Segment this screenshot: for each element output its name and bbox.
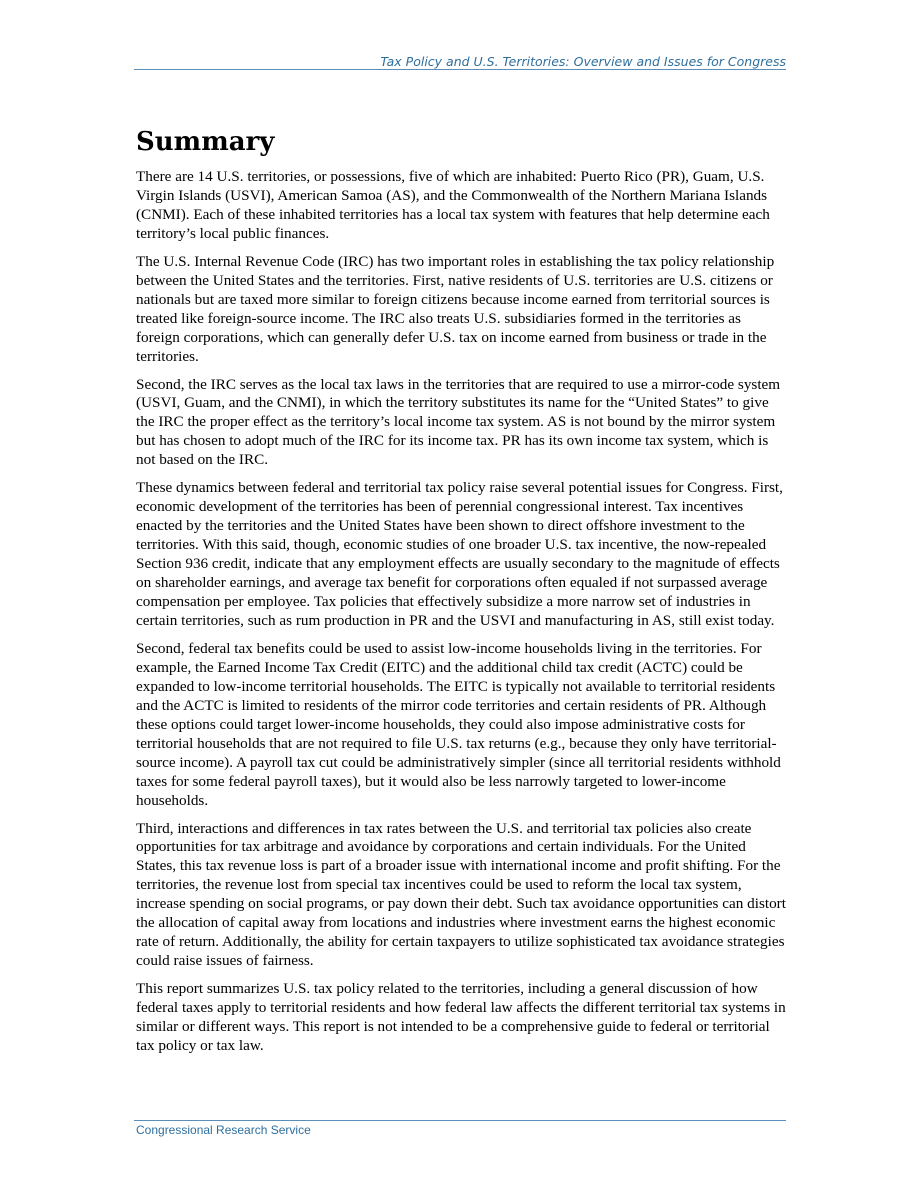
paragraph: Third, interactions and differences in tax rates between the U.S. and territorial tax policies also create opportunities for tax arbitrage and avoidance by corporations and certain individuals. For the United States, this tax revenue loss is part of a broader issue with international income and profit shifting. For the territories, the revenue lost from special tax incentives could be used to reform the local tax system, increase spending on social programs, or pay down their debt. Such tax avoidance opportunities can distort the allocation of capital away from locations and industries where investment earns the highest economic rate of return. Additionally, the ability for certain taxpayers to utilize sophisticated tax avoidance strategies could raise issues of fairness. (136, 819, 786, 970)
paragraph: These dynamics between federal and territorial tax policy raise several potential issues for Congress. First, economic development of the territories has been of perennial congressional interest. Tax incentives enacted by the territories and the United States have been shown to direct offshore investment to the territories. With this said, though, economic studies of one broader U.S. tax incentive, the now-repealed Section 936 credit, indicate that any employment effects are usually secondary to the magnitude of effects on shareholder earnings, and average tax benefit for corporations often equaled if not surpassed average compensation per employee. Tax policies that effectively subsidize a more narrow set of industries in certain territories, such as rum production in PR and the USVI and manufacturing in AS, still exist today. (136, 479, 783, 629)
footer-text: Congressional Research Service (136, 1123, 311, 1137)
main-content (136, 126, 786, 1065)
running-header: Tax Policy and U.S. Territories: Overview and Issues for Congress (380, 54, 786, 69)
footer-rule (134, 1120, 786, 1121)
header-rule (134, 69, 786, 70)
paragraph: There are 14 U.S. territories, or possessions, five of which are inhabited: Puerto Rico (PR), Guam, U.S. Virgin Islands (USVI), American Samoa (AS), and the Commonwealth of the Northern Mariana Islands (CNMI). Each of these inhabited territories has a local tax system with features that help determine each territory’s local public finances. (136, 168, 770, 242)
paragraph: The U.S. Internal Revenue Code (IRC) has two important roles in establishing the tax policy relationship between the United States and the territories. First, native residents of U.S. territories are U.S. citizens or nationals but are taxed more similar to foreign citizens because income earned from territorial sources is treated like foreign-source income. The IRC also treats U.S. subsidiaries formed in the territories as foreign corporations, which can generally defer U.S. tax on income earned from business or trade in the territories. (136, 252, 775, 365)
paragraph: Second, the IRC serves as the local tax laws in the territories that are required to use a mirror-code system (USVI, Guam, and the CNMI), in which the territory substitutes its name for the “United States” to give the IRC the proper effect as the territory’s local income tax system. AS is not bound by the mirror system but has chosen to adopt much of the IRC for its income tax. PR has its own income tax system, which is not based on the IRC. (136, 375, 781, 469)
paragraph: This report summarizes U.S. tax policy related to the territories, including a general discussion of how federal taxes apply to territorial residents and how federal law affects the different territorial tax systems in similar or different ways. This report is not intended to be a comprehensive guide to federal or territorial tax policy or tax law. (136, 980, 786, 1054)
page-title: Summary (136, 127, 275, 157)
paragraph: Second, federal tax benefits could be used to assist low-income households living in the territories. For example, the Earned Income Tax Credit (EITC) and the additional child tax credit (ACTC) could be expanded to low-income territorial households. The EITC is typically not available to territorial residents and the ACTC is limited to residents of the mirror code territories and certain residents of PR. Although these options could target lower-income households, they could also impose administrative costs for territorial households that are not required to file U.S. tax returns (e.g., because they only have territorial-source income). A payroll tax cut could be administratively simpler (since all territorial residents withhold taxes for some federal payroll taxes), but it would also be less narrowly targeted to lower-income households. (136, 639, 781, 809)
